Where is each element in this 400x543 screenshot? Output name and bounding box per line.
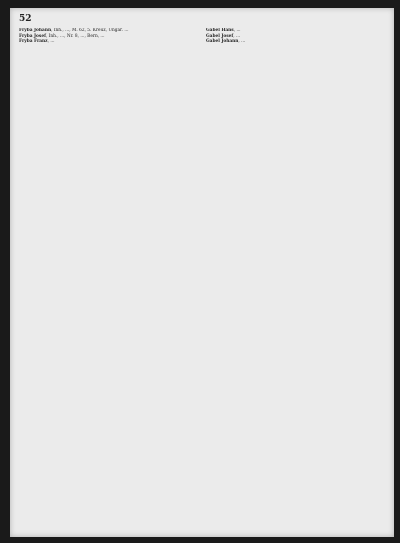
directory-entry: Fryba Josef, Inh., ..., Nr. 8, ..., Bern, ... xyxy=(19,33,105,39)
entry-text: Inh., ..., Nr. 8, ..., Bern, ... xyxy=(48,33,105,39)
entry-text: ... xyxy=(241,39,246,44)
entry-text: ... xyxy=(235,33,241,39)
right-column xyxy=(206,28,386,528)
entry-text: ... xyxy=(236,28,241,33)
entry-name: Fryba Franz xyxy=(19,39,48,44)
entry-text: ... xyxy=(50,39,55,44)
directory-entry: Gabel Hans, ... xyxy=(206,28,241,33)
left-column xyxy=(19,28,199,528)
entry-name: Fryba Johann xyxy=(19,28,52,33)
entry-name: Gabel Hans xyxy=(206,28,234,33)
entry-name: Gabel Johann xyxy=(206,39,239,44)
directory-entry: Fryba Johann, Inh., ..., M. 62, 5. Kreuz, Ungar. ... xyxy=(19,28,129,33)
document-page xyxy=(10,8,394,537)
page-number: 52 xyxy=(19,14,32,24)
directory-entry: Fryba Franz, ... xyxy=(19,39,55,44)
entry-name: Fryba Josef xyxy=(19,33,46,39)
directory-entry: Gabel Josef, ... xyxy=(206,33,241,39)
entry-name: Gabel Josef xyxy=(206,33,234,39)
entry-text: Inh., ..., M. 62, 5. Kreuz, Ungar. ... xyxy=(53,28,129,33)
directory-entry: Gabel Johann, ... xyxy=(206,39,246,44)
